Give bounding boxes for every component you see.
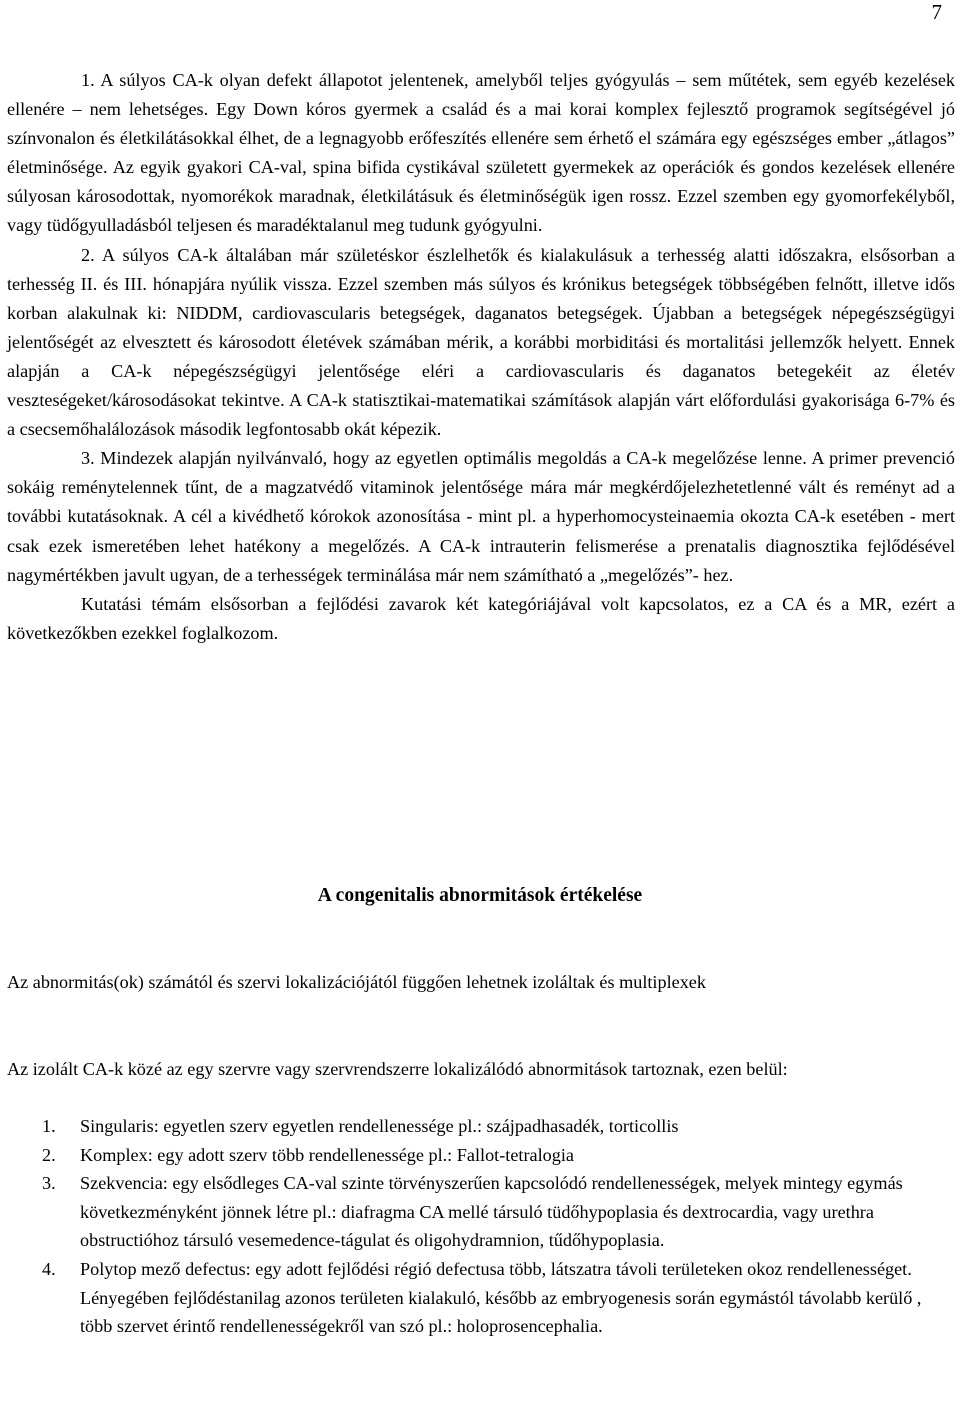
paragraph-research-topic: Kutatási témám elsősorban a fejlődési zavarok két kategóriájával volt kapcsolatos, ez a CA és a MR, ezért a következőkben ezekkel foglalkozom.: [7, 593, 955, 643]
list-item-text: Szekvencia: egy elsődleges CA-val szinte törvényszerűen kapcsolódó rendellenességek, melyek mintegy egymás következményként jönnek létre pl.: diafragma CA mellé társuló tüdőhypoplasia és dextrocardia, vagy urethra obstructióhoz társuló vesemedence-tágulat és oligohydramnion, tűdőhypoplasia.: [80, 1173, 903, 1251]
list-item: [7, 1255, 947, 1341]
list-item: [7, 1141, 947, 1170]
list-item-number: 4.: [42, 1258, 56, 1279]
paragraph-point-3: 3. Mindezek alapján nyilvánvaló, hogy az egyetlen optimális megoldás a CA-k megelőzése lenne. A primer prevenció sokáig reménytelennek tűnt, de a magzatvédő vitaminok jelentősége mára már megkérdőjelezhetetlenné vált és reményt ad a további kutatásoknak. A cél a kivédhető kórokok azonosítása - mint pl. a hyperhomocysteinaemia okozta CA-k esetében - mert csak ezek ismeretében lehet hatékony a megelőzés. A CA-k intrauterin felismerése a prenatalis diagnosztika fejlődésével nagymértékben javult ugyan, de a terhességek terminálása már nem számítható a „megelőzés”- hez.: [7, 448, 955, 585]
list-item-number: 3.: [42, 1173, 56, 1194]
intro-multiplex-text: Az abnormitás(ok) számától és szervi lokalizációjától függően lehetnek izoláltak és multiplexek: [7, 972, 706, 992]
intro-multiplex: [7, 968, 877, 996]
list-item-text: Singularis: egyetlen szerv egyetlen rendellenessége pl.: szájpadhasadék, torticollis: [80, 1116, 679, 1136]
section-heading: A congenitalis abnormitások értékelése: [317, 885, 643, 906]
list-item-number: 1.: [42, 1116, 56, 1136]
body-text: [7, 66, 955, 648]
list-item: [7, 1169, 947, 1255]
intro-isolated-text: Az izolált CA-k közé az egy szervre vagy szervrendszerre lokalizálódó abnormitások tartoznak, ezen belül:: [7, 1059, 788, 1079]
isolated-ca-list: [7, 1112, 947, 1341]
list-item-number: 2.: [42, 1144, 56, 1165]
list-item-text: Polytop mező defectus: egy adott fejlődési régió defectusa több, látszatra távoli területeken okoz rendellenességet. Lényegében fejlődéstanilag azonos területen kialakuló, később az embryogenesis során egymástól távolabb kerülő , több szervet érintő rendellenességekről van szó pl.: holoprosencephalia.: [80, 1258, 922, 1337]
list-item: [7, 1112, 947, 1141]
paragraph-point-2: 2. A súlyos CA-k általában már születéskor észlelhetők és kialakulásuk a terhesség alatti időszakra, elsősorban a terhesség II. és III. hónapjára nyúlik vissza. Ezzel szemben más súlyos és krónikus betegségek többségében felnőtt, illetve idős korban alakulnak ki: NIDDM, cardiovascularis betegségek, daganatos betegségek. Újabban a betegségek népegészségügyi jelentőségét az elvesztett és károsodott életévek számában mérik, a korábbi morbiditási és mortalitási jellemzők helyett. Ennek alapján a CA-k népegészségügyi jelentősége eléri a cardiovascularis és daganatos betegekéit az életév veszteségeket/károsodásokat tekintve. A CA-k statisztikai-matematikai számítások alapján várt előfordulási gyakorisága 6-7% és a csecsemőhalálozások második legfontosabb okát képezik.: [7, 244, 955, 440]
intro-isolated: [7, 1055, 877, 1083]
paragraph-point-1: 1. A súlyos CA-k olyan defekt állapotot jelentenek, amelyből teljes gyógyulás – sem műtétek, sem egyéb kezelések ellenére – nem lehetséges. Egy Down kóros gyermek a család és a mai korai komplex fejlesztő programok segítségével jó színvonalon és életkilátásokkal élhet, de a legnagyobb erőfeszítés ellenére sem érhető el számára egy egészséges ember „átlagos” életminősége. Az egyik gyakori CA-val, spina bifida cystikával született gyermekek az operációk és gondos kezelések ellenére súlyosan károsodottak, nyomorékok maradnak, életkilátásuk és életminőségük igen rossz. Ezzel szemben egy gyomorfekélyből, vagy tüdőgyulladásból teljesen és maradéktalanul meg tudunk gyógyulni.: [7, 70, 955, 236]
list-item-text: Komplex: egy adott szerv több rendellenessége pl.: Fallot-tetralogia: [80, 1144, 574, 1165]
page-number: 7: [931, 0, 942, 24]
